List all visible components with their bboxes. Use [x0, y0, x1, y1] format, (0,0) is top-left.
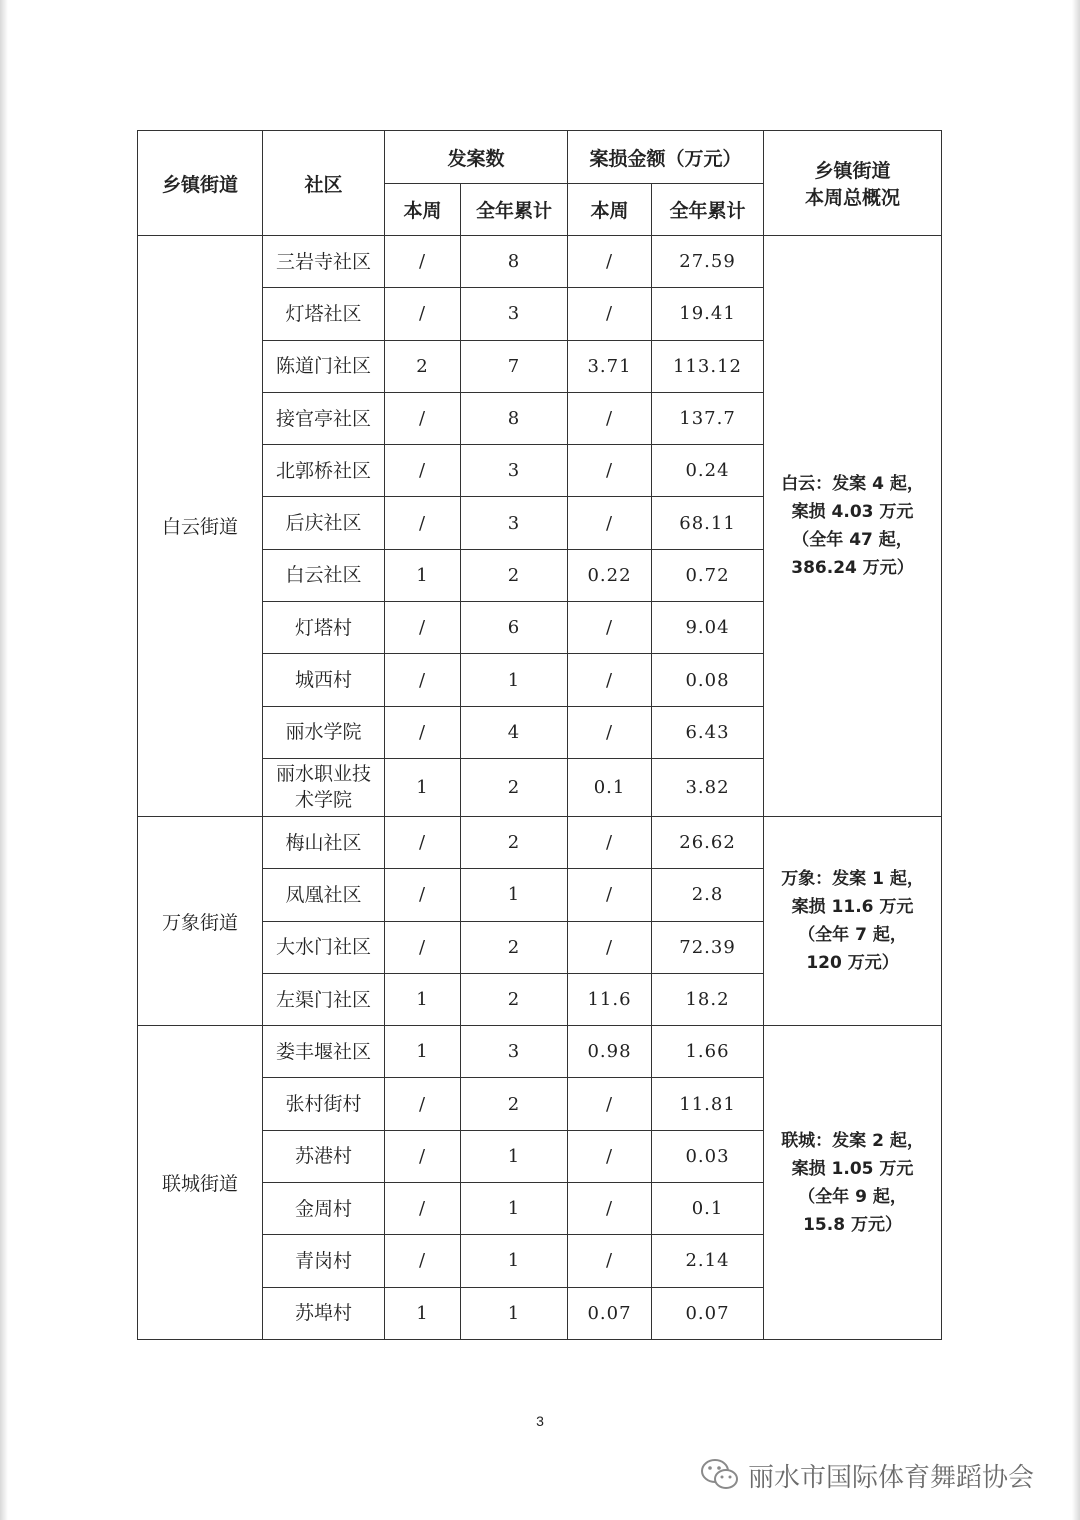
loss-week-cell: /: [568, 1130, 652, 1182]
community-name: 大水门社区: [275, 936, 371, 959]
cases-year-cell: 3: [461, 288, 568, 340]
loss-year-cell: 0.1: [652, 1183, 764, 1235]
community-cell: [263, 706, 385, 758]
community-name: 梅山社区: [285, 831, 362, 854]
community-name: 三岩寺社区: [275, 250, 371, 273]
loss-year-cell: 137.7: [652, 392, 764, 444]
loss-week-cell: /: [568, 1078, 652, 1130]
cases-week-cell: /: [385, 921, 461, 973]
summary-line: 案损 11.6 万元: [791, 897, 914, 918]
loss-week-cell: 3.71: [568, 340, 652, 392]
community-name: 左渠门社区: [275, 988, 371, 1011]
loss-year-cell: 9.04: [652, 602, 764, 654]
summary-line: 联城：发案 2 起，: [781, 1130, 924, 1151]
loss-week-cell: 0.98: [568, 1026, 652, 1078]
community-cell: [263, 816, 385, 868]
table-row: [138, 816, 942, 868]
header-loss: 案损金额（万元）: [568, 131, 764, 184]
loss-week-cell: /: [568, 816, 652, 868]
loss-year-cell: 72.39: [652, 921, 764, 973]
loss-year-cell: 0.72: [652, 549, 764, 601]
loss-week-cell: /: [568, 288, 652, 340]
cases-year-cell: 8: [461, 236, 568, 288]
summary-line: （全年 9 起，: [798, 1186, 907, 1207]
cases-week-cell: /: [385, 1235, 461, 1287]
summary-line: 386.24 万元）: [791, 557, 914, 578]
community-name: 青岗村: [294, 1249, 352, 1272]
loss-year-cell: 18.2: [652, 973, 764, 1025]
loss-week-cell: /: [568, 1235, 652, 1287]
cases-year-cell: 3: [461, 445, 568, 497]
summary-line: （全年 47 起，: [792, 529, 913, 550]
loss-year-cell: 2.14: [652, 1235, 764, 1287]
community-name: 白云社区: [285, 564, 362, 587]
loss-year-cell: 0.24: [652, 445, 764, 497]
cases-week-cell: 1: [385, 973, 461, 1025]
summary-line: 120 万元）: [806, 953, 899, 974]
cases-year-cell: 4: [461, 706, 568, 758]
cases-year-cell: 8: [461, 392, 568, 444]
town-cell: 联城街道: [138, 1026, 263, 1340]
loss-year-cell: 6.43: [652, 706, 764, 758]
cases-week-cell: 1: [385, 1026, 461, 1078]
community-cell: [263, 1183, 385, 1235]
case-statistics-table: [137, 130, 942, 1340]
header-cases-year: 全年累计: [461, 184, 568, 236]
loss-year-cell: 0.08: [652, 654, 764, 706]
cases-week-cell: /: [385, 706, 461, 758]
cases-year-cell: 1: [461, 1287, 568, 1339]
community-cell: [263, 236, 385, 288]
community-cell: [263, 921, 385, 973]
wechat-icon: [700, 1457, 740, 1493]
cases-year-cell: 2: [461, 921, 568, 973]
community-cell: [263, 758, 385, 816]
cases-year-cell: 1: [461, 869, 568, 921]
community-name: 丽水职业技: [275, 763, 371, 786]
cases-week-cell: /: [385, 602, 461, 654]
header-summary-line2: 本周总概况: [805, 187, 901, 209]
cases-year-cell: 2: [461, 973, 568, 1025]
community-cell: [263, 392, 385, 444]
community-name: 凤凰社区: [285, 883, 362, 906]
table-header: [138, 131, 942, 236]
summary-line: 15.8 万元）: [803, 1214, 902, 1235]
community-cell: [263, 549, 385, 601]
loss-week-cell: /: [568, 497, 652, 549]
community-cell: [263, 445, 385, 497]
community-cell: [263, 1026, 385, 1078]
community-cell: [263, 1078, 385, 1130]
loss-year-cell: 68.11: [652, 497, 764, 549]
loss-week-cell: 11.6: [568, 973, 652, 1025]
page-edge-left: [0, 0, 8, 1520]
header-town: 乡镇街道: [138, 131, 263, 236]
cases-year-cell: 1: [461, 1130, 568, 1182]
community-cell: [263, 340, 385, 392]
town-cell: 万象街道: [138, 816, 263, 1025]
community-name: 陈道门社区: [275, 355, 371, 378]
summary-line: （全年 7 起，: [798, 925, 907, 946]
page-number: 3: [536, 1413, 544, 1429]
loss-week-cell: 0.1: [568, 758, 652, 816]
cases-week-cell: /: [385, 445, 461, 497]
loss-week-cell: /: [568, 602, 652, 654]
loss-week-cell: /: [568, 236, 652, 288]
summary-line: 案损 4.03 万元: [791, 501, 914, 522]
summary-line: 白云：发案 4 起，: [781, 473, 924, 494]
community-name: 丽水学院: [285, 721, 362, 744]
summary-line: 案损 1.05 万元: [791, 1158, 914, 1179]
cases-year-cell: 1: [461, 654, 568, 706]
loss-year-cell: 2.8: [652, 869, 764, 921]
loss-year-cell: 113.12: [652, 340, 764, 392]
community-cell: [263, 1130, 385, 1182]
community-name: 接官亭社区: [275, 407, 371, 430]
community-cell: [263, 869, 385, 921]
town-cell: 白云街道: [138, 236, 263, 817]
cases-week-cell: 1: [385, 549, 461, 601]
cases-week-cell: 2: [385, 340, 461, 392]
cases-week-cell: 1: [385, 758, 461, 816]
cases-year-cell: 2: [461, 1078, 568, 1130]
table-row: [138, 236, 942, 288]
loss-year-cell: 1.66: [652, 1026, 764, 1078]
cases-week-cell: /: [385, 1183, 461, 1235]
community-name: 苏港村: [294, 1145, 352, 1168]
watermark: [700, 1455, 1034, 1495]
summary-line: 万象：发案 1 起，: [781, 869, 924, 890]
header-cases-week: 本周: [385, 184, 461, 236]
cases-week-cell: /: [385, 1130, 461, 1182]
header-summary-line1: 乡镇街道: [814, 160, 891, 182]
cases-year-cell: 2: [461, 758, 568, 816]
watermark-text: 丽水市国际体育舞蹈协会: [748, 1462, 1035, 1493]
cases-year-cell: 1: [461, 1183, 568, 1235]
loss-week-cell: /: [568, 1183, 652, 1235]
cases-week-cell: 1: [385, 1287, 461, 1339]
community-cell: [263, 1235, 385, 1287]
town-summary-cell: [764, 1026, 942, 1340]
header-loss-week: 本周: [568, 184, 652, 236]
cases-year-cell: 3: [461, 497, 568, 549]
community-cell: [263, 1287, 385, 1339]
cases-year-cell: 6: [461, 602, 568, 654]
loss-week-cell: /: [568, 869, 652, 921]
cases-year-cell: 3: [461, 1026, 568, 1078]
loss-week-cell: /: [568, 921, 652, 973]
page-edge-right: [1072, 0, 1080, 1520]
cases-week-cell: /: [385, 392, 461, 444]
loss-year-cell: 11.81: [652, 1078, 764, 1130]
loss-year-cell: 26.62: [652, 816, 764, 868]
loss-week-cell: /: [568, 706, 652, 758]
town-summary-cell: [764, 816, 942, 1025]
community-name: 城西村: [294, 669, 352, 692]
cases-year-cell: 2: [461, 816, 568, 868]
table-body: [138, 236, 942, 1340]
community-name: 后庆社区: [285, 512, 362, 535]
header-summary: [764, 131, 942, 236]
loss-week-cell: 0.22: [568, 549, 652, 601]
cases-week-cell: /: [385, 288, 461, 340]
community-cell: [263, 973, 385, 1025]
loss-week-cell: /: [568, 654, 652, 706]
loss-week-cell: /: [568, 445, 652, 497]
cases-week-cell: /: [385, 869, 461, 921]
loss-year-cell: 19.41: [652, 288, 764, 340]
community-cell: [263, 497, 385, 549]
cases-week-cell: /: [385, 497, 461, 549]
cases-week-cell: /: [385, 236, 461, 288]
table-row: [138, 1026, 942, 1078]
loss-year-cell: 0.03: [652, 1130, 764, 1182]
loss-year-cell: 0.07: [652, 1287, 764, 1339]
community-cell: [263, 288, 385, 340]
loss-week-cell: 0.07: [568, 1287, 652, 1339]
cases-week-cell: /: [385, 816, 461, 868]
cases-year-cell: 2: [461, 549, 568, 601]
town-summary-cell: [764, 236, 942, 817]
cases-year-cell: 7: [461, 340, 568, 392]
community-name: 灯塔社区: [285, 302, 362, 325]
community-name: 术学院: [294, 789, 352, 812]
cases-week-cell: /: [385, 654, 461, 706]
community-name: 金周村: [294, 1197, 352, 1220]
header-community: 社区: [263, 131, 385, 236]
cases-week-cell: /: [385, 1078, 461, 1130]
community-name: 张村街村: [285, 1093, 362, 1116]
loss-week-cell: /: [568, 392, 652, 444]
header-loss-year: 全年累计: [652, 184, 764, 236]
loss-year-cell: 27.59: [652, 236, 764, 288]
header-cases: 发案数: [385, 131, 568, 184]
community-cell: [263, 654, 385, 706]
cases-year-cell: 1: [461, 1235, 568, 1287]
community-name: 娄丰堰社区: [275, 1040, 371, 1063]
community-name: 北郭桥社区: [275, 459, 371, 482]
community-name: 灯塔村: [294, 616, 352, 639]
community-cell: [263, 602, 385, 654]
community-name: 苏埠村: [294, 1302, 352, 1325]
loss-year-cell: 3.82: [652, 758, 764, 816]
